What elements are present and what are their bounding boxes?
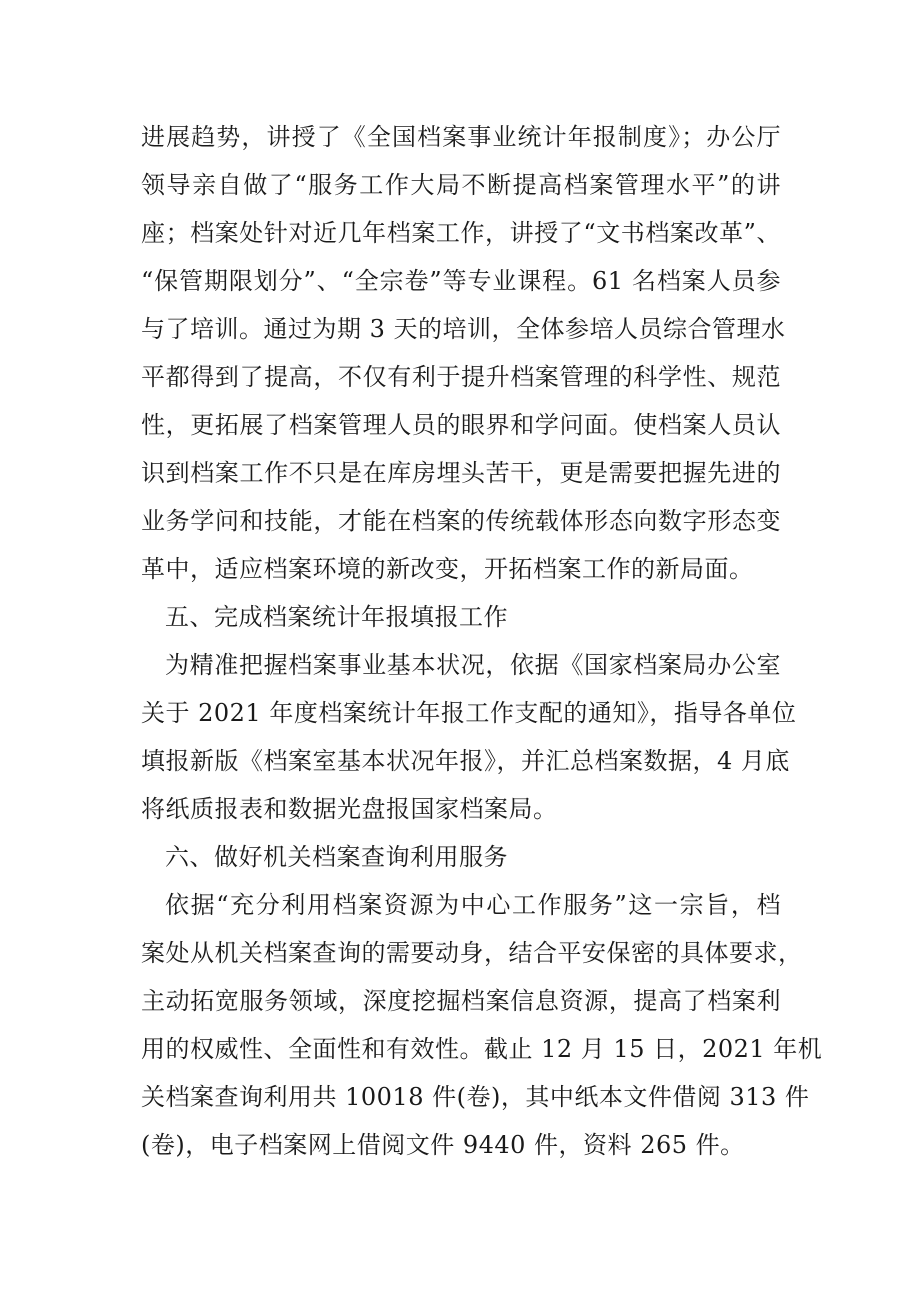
training-line: 革中，适应档案环境的新改变，开拓档案工作的新局面。	[141, 555, 754, 583]
statistics-line: 关于 2021 年度档案统计年报工作支配的通知》，指导各单位	[141, 699, 797, 727]
statistics-line: 为精准把握档案事业基本状况，依据《国家档案局办公室	[165, 651, 781, 679]
service-line: (卷)，电子档案网上借阅文件 9440 件，资料 265 件。	[141, 1131, 745, 1159]
service-line: 依据“充分利用档案资源为中心工作服务”这一宗旨，档	[165, 891, 781, 919]
section-heading-6: 六、做好机关档案查询利用服务	[165, 843, 508, 871]
statistics-line: 填报新版《档案室基本状况年报》，并汇总档案数据，4 月底	[141, 747, 790, 775]
section-heading-5: 五、完成档案统计年报填报工作	[165, 603, 508, 631]
training-line: 性，更拓展了档案管理人员的眼界和学问面。使档案人员认	[141, 411, 781, 439]
statistics-line: 将纸质报表和数据光盘报国家档案局。	[141, 795, 558, 823]
training-line: “保管期限划分”、“全宗卷”等专业课程。61 名档案人员参	[141, 267, 781, 295]
service-line: 案处从机关档案查询的需要动身，结合平安保密的具体要求，	[141, 939, 803, 967]
service-line: 用的权威性、全面性和有效性。截止 12 月 15 日，2021 年机	[141, 1035, 823, 1063]
training-line: 进展趋势，讲授了《全国档案事业统计年报制度》；办公厅	[141, 123, 781, 151]
training-line: 与了培训。通过为期 3 天的培训，全体参培人员综合管理水	[141, 315, 786, 343]
training-line: 座；档案处针对近几年档案工作，讲授了“文书档案改革”、	[141, 219, 781, 247]
training-line: 业务学问和技能，才能在档案的传统载体形态向数字形态变	[141, 507, 781, 535]
training-line: 识到档案工作不只是在库房埋头苦干，更是需要把握先进的	[141, 459, 781, 487]
service-line: 关档案查询利用共 10018 件(卷)，其中纸本文件借阅 313 件	[141, 1083, 810, 1111]
training-line: 领导亲自做了“服务工作大局不断提高档案管理水平”的讲	[141, 171, 781, 199]
service-line: 主动拓宽服务领域，深度挖掘档案信息资源，提高了档案利	[141, 987, 781, 1015]
training-line: 平都得到了提高，不仅有利于提升档案管理的科学性、规范	[141, 363, 781, 391]
